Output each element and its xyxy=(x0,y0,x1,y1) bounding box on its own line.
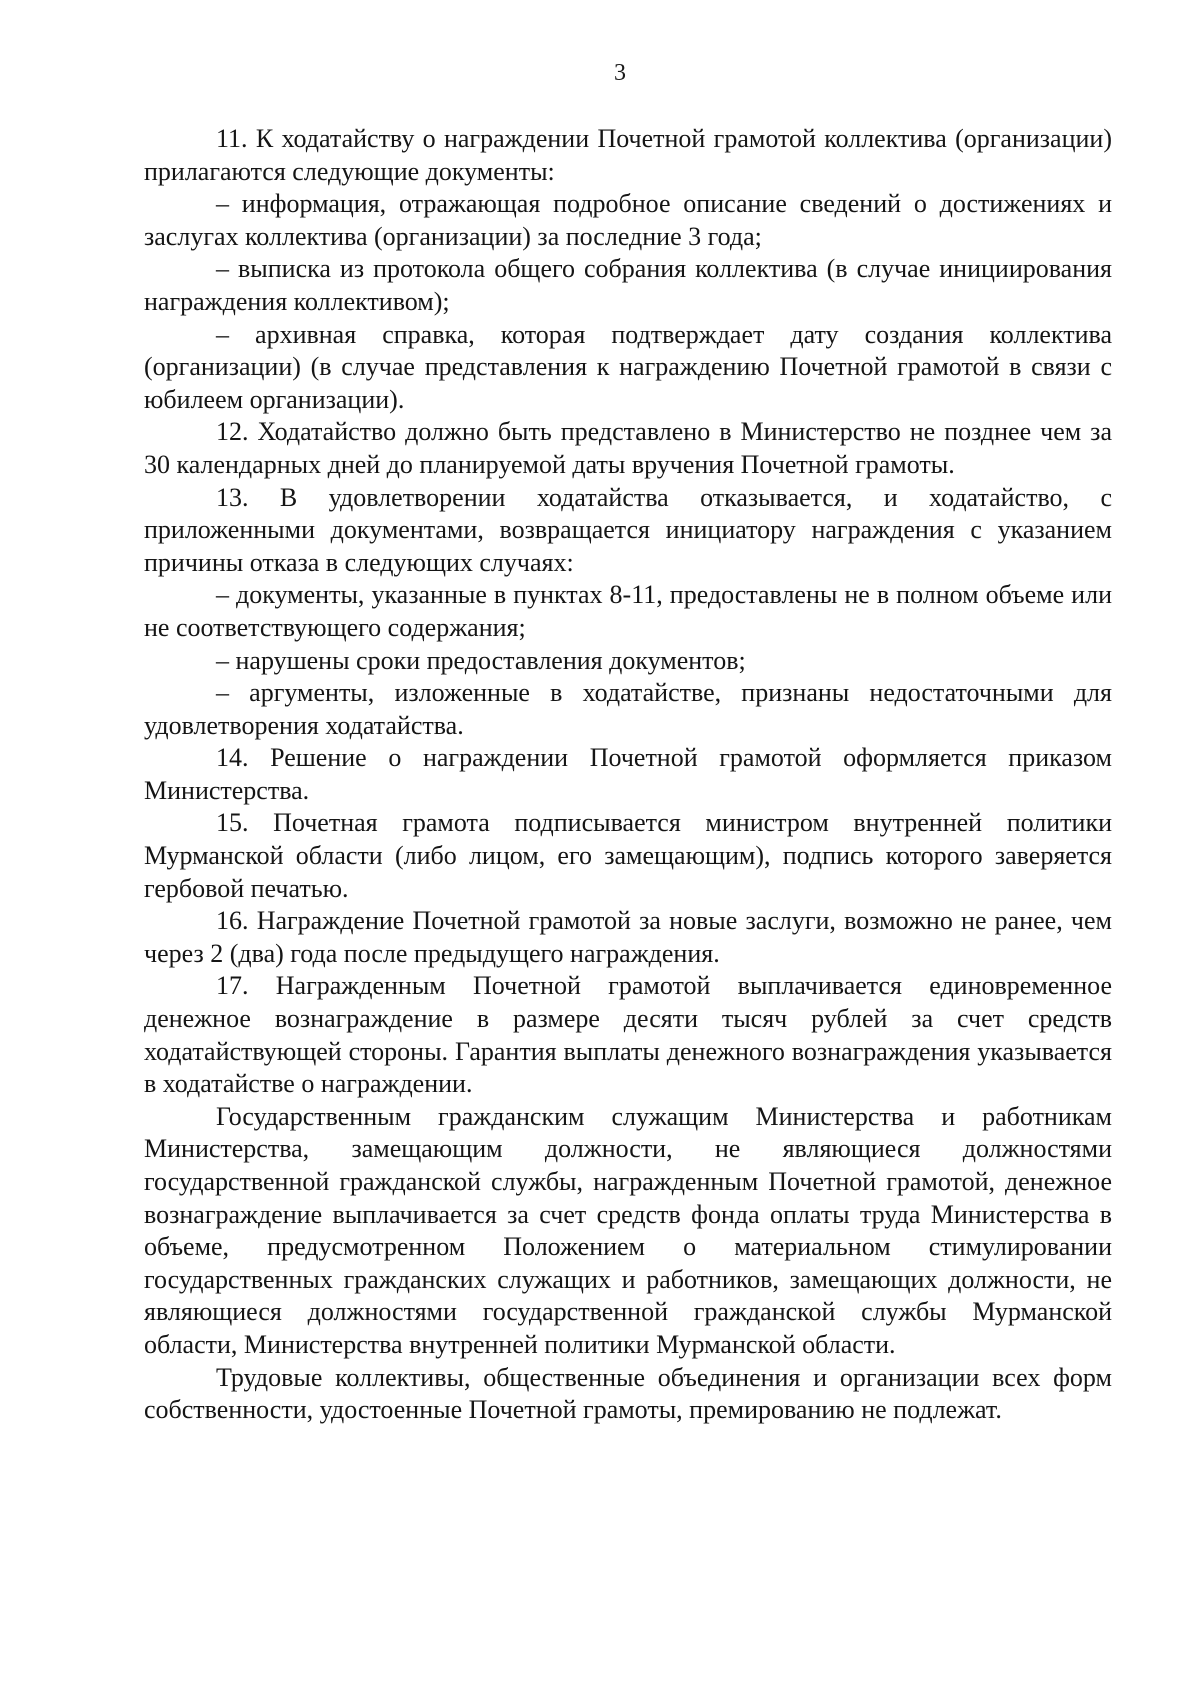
list-item-achievements-info: – информация, отражающая подробное описание сведений о достижениях и заслугах коллектива (организации) за последние 3 года; xyxy=(144,189,1112,251)
paragraph-item-14: 14. Решение о награждении Почетной грамотой оформляется приказом Министерства. xyxy=(144,743,1112,805)
document-body xyxy=(144,123,1112,1427)
paragraph-item-11: 11. К ходатайству о награждении Почетной грамотой коллектива (организации) прилагаются следующие документы: xyxy=(144,124,1112,186)
paragraph-item-13: 13. В удовлетворении ходатайства отказывается, и ходатайство, с приложенными документами, возвращается инициатору награждения с указанием причины отказа в следующих случаях: xyxy=(144,482,1112,577)
list-item-archive-certificate: – архивная справка, которая подтверждает дату создания коллектива (организации) (в случае представления к награждению Почетной грамотой в связи с юбилеем организации). xyxy=(144,319,1112,414)
paragraph-item-17: 17. Награжденным Почетной грамотой выплачивается единовременное денежное вознаграждение в размере десяти тысяч рублей за счет средств ходатайствующей стороны. Гарантия выплаты денежного вознаграждения указывается в ходатайстве о награждении. xyxy=(144,971,1112,1099)
list-item-meeting-minutes: – выписка из протокола общего собрания коллектива (в случае инициирования награждения коллективом); xyxy=(144,254,1112,316)
paragraph-item-12: 12. Ходатайство должно быть представлено в Министерство не позднее чем за 30 календарных дней до планируемой даты вручения Почетной грамоты. xyxy=(144,417,1112,479)
paragraph-item-15: 15. Почетная грамота подписывается министром внутренней политики Мурманской области (либо лицом, его замещающим), подпись которого заверяется гербовой печатью. xyxy=(144,808,1112,903)
list-item-deadlines-violated: – нарушены сроки предоставления документов; xyxy=(216,645,746,675)
list-item-incomplete-documents: – документы, указанные в пунктах 8-11, предоставлены не в полном объеме или не соответствующего содержания; xyxy=(144,580,1112,642)
page-number: 3 xyxy=(614,60,626,86)
list-item-insufficient-arguments: – аргументы, изложенные в ходатайстве, признаны недостаточными для удовлетворения ходатайства. xyxy=(144,678,1112,740)
paragraph-civil-servants-payment: Государственным гражданским служащим Министерства и работникам Министерства, замещающим должности, не являющиеся должностями государственной гражданской службы, награжденным Почетной грамотой, денежное вознаграждение выплачивается за счет средств фонда оплаты труда Министерства в объеме, предусмотренном Положением о материальном стимулировании государственных гражданских служащих и работников, замещающих должности, не являющиеся должностями государственной гражданской службы Мурманской области, Министерства внутренней политики Мурманской области. xyxy=(144,1101,1112,1359)
paragraph-item-16: 16. Награждение Почетной грамотой за новые заслуги, возможно не ранее, чем через 2 (два) года после предыдущего награждения. xyxy=(144,906,1112,968)
paragraph-collectives-no-bonus: Трудовые коллективы, общественные объединения и организации всех форм собственности, удостоенные Почетной грамоты, премированию не подлежат. xyxy=(144,1362,1112,1425)
